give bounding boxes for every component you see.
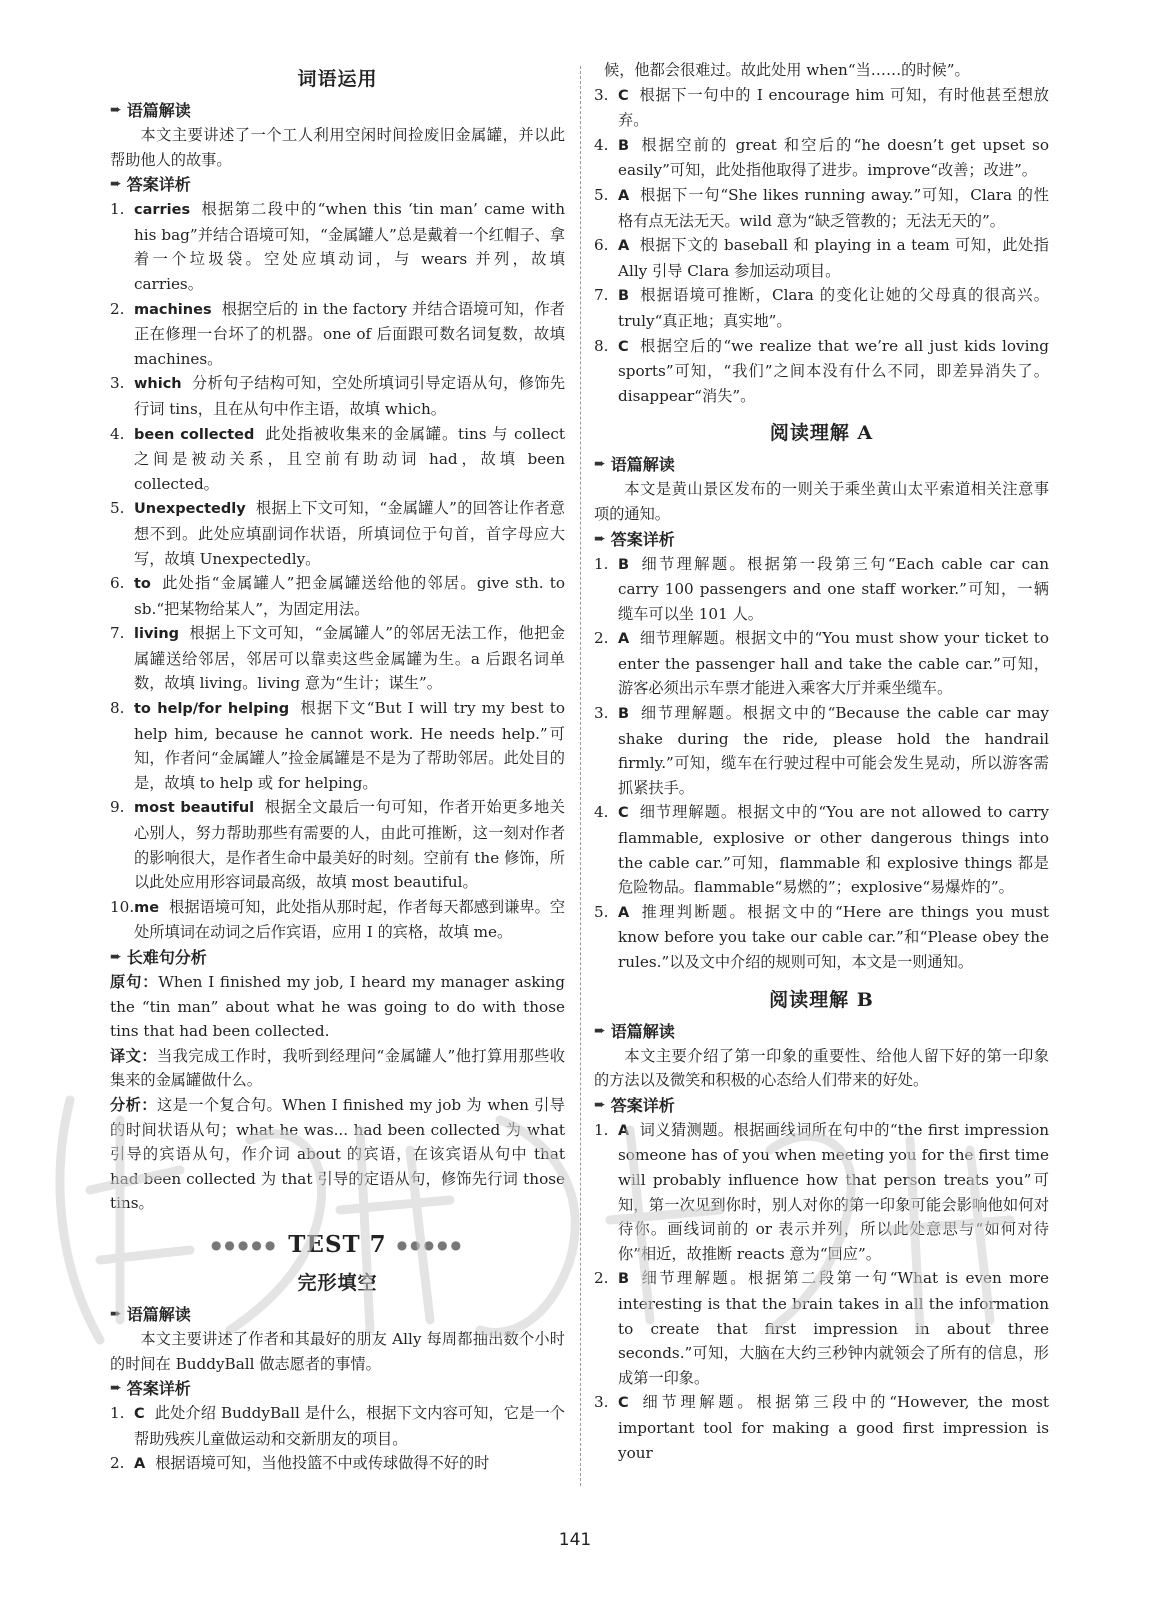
answer-item <box>110 1401 565 1451</box>
answer-key: C <box>618 1395 629 1412</box>
answer-explanation: 根据空后的“we realize that we’re all just kids loving sports”可知，“我们”之间本没有什么不同，即差异消失了。disappear“消失”。 <box>618 336 1049 405</box>
subhead-label: 长难句分析 <box>126 948 207 967</box>
answer-item <box>110 696 565 795</box>
subhead-label: 语篇解读 <box>126 1304 191 1324</box>
answer-key: A <box>618 1122 630 1139</box>
answer-item <box>110 197 565 296</box>
answer-explanation: 根据第二段中的“when this ‘tin man’ came with his bag”并结合语境可知，“金属罐人”总是戴着一个红帽子、拿着一个垃圾袋。空处应填动词，与 wears 并列，故填 carries。 <box>134 200 565 293</box>
answer-key: most beautiful <box>134 800 255 817</box>
item-number: 4. <box>110 424 125 443</box>
answer-explanation: 根据下一句中的 I encourage him 可知，有时他甚至想放弃。 <box>618 85 1049 130</box>
arrow-icon: ➨ <box>110 1305 122 1322</box>
item-number: 2. <box>110 299 125 318</box>
subhead-label: 语篇解读 <box>610 1021 675 1041</box>
answer-item <box>110 571 565 621</box>
section-title-word-usage: 词语运用 <box>297 68 378 90</box>
test-heading <box>110 1228 565 1262</box>
continued-text: 候，他都会很难过。故此处用 when“当……的时候”。 <box>604 61 970 79</box>
subhead-label: 答案详析 <box>610 529 675 549</box>
intro-paragraph: 本文主要讲述了作者和其最好的朋友 Ally 每周都抽出数个小时的时间在 BuddyBall 做志愿者的事情。 <box>110 1329 565 1373</box>
arrow-icon: ➨ <box>110 102 122 118</box>
arrow-icon: ➨ <box>594 1022 606 1039</box>
item-number: 4. <box>594 135 609 154</box>
subhead-answers <box>594 1093 1049 1118</box>
analysis <box>110 1093 565 1216</box>
section-title-reading-b: 阅读理解 B <box>769 988 874 1011</box>
item-number: 2. <box>110 1454 125 1473</box>
answer-explanation: 细节理解题。根据第二段第一句“What is even more interesting is that the brain takes in all the information to create that first impression in about three seconds.”可知，大脑在大约三秒钟内就领会了所有的信息，形成第一印象。 <box>618 1269 1049 1387</box>
item-number: 8. <box>110 699 125 718</box>
answer-key: to help/for helping <box>134 701 290 718</box>
answer-explanation: 根据空前的 great 和空后的“he doesn’t get upset so easily”可知，此处指他取得了进步。improve“改善；改进”。 <box>618 135 1049 180</box>
item-number: 7. <box>110 624 125 643</box>
answer-item <box>110 795 565 894</box>
answer-item <box>594 1118 1049 1267</box>
answer-item <box>594 1390 1049 1465</box>
answer-explanation: 根据空后的 in the factory 并结合语境可知，作者正在修理一台坏了的机器。one of 后面跟可数名词复数，故填 machines。 <box>134 299 565 368</box>
item-number: 10. <box>110 897 135 916</box>
answer-item <box>594 900 1049 975</box>
label-original: 原句： <box>110 973 159 991</box>
answer-explanation: 根据下文的 baseball 和 playing in a team 可知，此处指 Ally 引导 Clara 参加运动项目。 <box>618 236 1049 280</box>
subhead-reading <box>594 452 1049 477</box>
arrow-icon: ➨ <box>110 1380 122 1397</box>
answer-key: A <box>618 904 630 921</box>
answer-item <box>594 283 1049 333</box>
subhead-reading <box>110 1302 565 1327</box>
analysis-text: 这是一个复合句。When I finished my job 为 when 引导的时间状语从句；what he was... had been collected 为 what 引导的宾语从句，作介词 about 的宾语，在该宾语从句中 that had been collected 为 that 引导的定语从句，修饰先行词 those tins。 <box>110 1095 565 1213</box>
section-title-reading-a: 阅读理解 A <box>769 422 874 445</box>
answer-explanation: 根据全文最后一句可知，作者开始更多地关心别人，努力帮助那些有需要的人，由此可推断，这一刻对作者的影响很大，是作者生命中最美好的时刻。空前有 the 修饰，所以此处应用形容词最高级，故填 most beautiful。 <box>134 798 565 892</box>
page-number: 141 <box>558 1530 592 1550</box>
item-number: 1. <box>594 554 609 573</box>
answer-list <box>110 197 565 945</box>
answer-key: C <box>134 1406 145 1423</box>
answer-explanation: 推理判断题。根据文中的“Here are things you must know before you take our cable car.”和“Please obey the rules.”以及文中介绍的规则可知，本文是一则通知。 <box>618 902 1049 971</box>
intro-paragraph: 本文主要介绍了第一印象的重要性、给他人留下好的第一印象的方法以及微笑和积极的心态给人们带来的好处。 <box>594 1046 1049 1090</box>
answer-explanation: 根据上下文可知，“金属罐人”的邻居无法工作，他把金属罐送给邻居，邻居可以靠卖这些金属罐为生。a 后跟名词单数，故填 living。living 意为“生计；谋生”。 <box>134 624 565 693</box>
answer-explanation: 此处指“金属罐人”把金属罐送给他的邻居。give sth. to sb.“把某物给某人”，为固定用法。 <box>134 574 565 618</box>
subhead-long-sentence <box>110 945 565 970</box>
answer-explanation: 根据上下文可知，“金属罐人”的回答让作者意想不到。此处应填副词作状语，所填词位于句首，首字母应大写，故填 Unexpectedly。 <box>134 499 565 568</box>
answer-explanation: 此处指被收集来的金属罐。tins 与 collect 之间是被动关系，且空前有助动词 had，故填 been collected。 <box>134 424 565 493</box>
answer-key: been collected <box>134 426 255 443</box>
subhead-label: 答案详析 <box>610 1095 675 1115</box>
intro-paragraph: 本文主要讲述了一个工人利用空闲时间捡废旧金属罐，并以此帮助他人的故事。 <box>110 126 565 169</box>
dots-decoration: ●●●●● <box>210 1237 279 1252</box>
subhead-answers <box>594 527 1049 552</box>
translation <box>110 1044 565 1093</box>
answer-key: A <box>618 238 630 255</box>
subhead-reading <box>110 98 565 123</box>
answer-key: which <box>134 376 182 393</box>
subhead-label: 答案详析 <box>126 1379 191 1399</box>
test-title: TEST 7 <box>288 1230 387 1258</box>
answer-item <box>110 496 565 571</box>
item-number: 5. <box>110 499 125 518</box>
item-number: 8. <box>594 336 609 355</box>
subhead-answers <box>110 172 565 197</box>
answer-key: carries <box>134 202 191 219</box>
intro-paragraph: 本文是黄山景区发布的一则关于乘坐黄山太平索道相关注意事项的通知。 <box>594 480 1049 523</box>
answer-explanation: 此处介绍 BuddyBall 是什么，根据下文内容可知，它是一个帮助残疾儿童做运动和交新朋友的项目。 <box>134 1404 565 1448</box>
item-number: 7. <box>594 286 609 305</box>
answer-item <box>594 83 1049 133</box>
answer-key: me <box>134 899 160 916</box>
answer-item <box>594 626 1049 701</box>
answer-item <box>594 701 1049 800</box>
answer-explanation: 细节理解题。根据第一段第三句“Each cable car can carry 100 passengers and one staff worker.”可知，一辆缆车可以坐 101 人。 <box>618 554 1049 623</box>
answer-key: Unexpectedly <box>134 501 246 518</box>
item-number: 4. <box>594 803 609 822</box>
label-analysis: 分析： <box>110 1095 157 1114</box>
item-number: 3. <box>594 704 609 723</box>
answer-explanation: 根据下一句“She likes running away.”可知，Clara 的性格有点无法无天。wild 意为“缺乏管教的；无法无天的”。 <box>618 185 1049 230</box>
subhead-label: 答案详析 <box>126 175 191 195</box>
subhead-reading <box>594 1019 1049 1044</box>
answer-item <box>594 233 1049 283</box>
translation-text: 当我完成工作时，我听到经理问“金属罐人”他打算用那些收集来的金属罐做什么。 <box>110 1046 566 1090</box>
answer-key: B <box>618 706 630 723</box>
answer-key: C <box>618 805 629 822</box>
arrow-icon: ➨ <box>110 176 122 193</box>
right-column <box>594 58 1049 1465</box>
section-title-cloze: 完形填空 <box>297 1271 378 1294</box>
answer-explanation: 根据语境可推断，Clara 的变化让她的父母真的很高兴。truly“真正地；真实地”。 <box>618 286 1049 330</box>
answer-explanation: 分析句子结构可知，空处所填词引导定语从句，修饰先行词 tins，且在从句中作主语，故填 which。 <box>134 374 565 418</box>
answer-explanation: 细节理解题。根据文中的“Because the cable car may shake during the ride, please hold the handrail firmly.”可知，缆车在行驶过程中可能会发生晃动，所以游客需抓紧扶手。 <box>618 704 1049 797</box>
answer-explanation: 根据下文“But I will try my best to help him, because he cannot work. He needs help.”可知，作者问“金属罐人”捡金属罐是不是为了帮助邻居。此处目的是，故填 to help 或 for helping。 <box>134 699 565 792</box>
item-number: 6. <box>110 574 125 593</box>
answer-key: C <box>618 87 629 104</box>
label-translation: 译文： <box>110 1046 158 1065</box>
item-number: 2. <box>594 1269 609 1288</box>
item-number: 1. <box>594 1120 609 1139</box>
answer-item <box>110 621 565 696</box>
answer-item <box>110 371 565 421</box>
answer-item <box>594 552 1049 627</box>
answer-explanation: 细节理解题。根据文中的“You must show your ticket to enter the passenger hall and take the cable car.”可知，游客必须出示车票才能进入乘客大厅并乘坐缆车。 <box>618 629 1049 698</box>
answer-key: B <box>618 137 630 154</box>
original-text: When I finished my job, I heard my manager asking the “tin man” about what he was going to do with those tins that had been collected. <box>110 973 565 1041</box>
answer-explanation: 根据语境可知，此处指从那时起，作者每天都感到谦卑。空处所填词在动词之后作宾语，应用 I 的宾格，故填 me。 <box>134 897 565 942</box>
answer-item <box>594 183 1049 233</box>
original-sentence <box>110 970 565 1044</box>
item-number: 2. <box>594 629 609 648</box>
item-number: 3. <box>594 1393 609 1412</box>
answer-item <box>110 297 565 372</box>
answer-key: A <box>618 631 630 648</box>
answer-item <box>594 133 1049 183</box>
answer-key: living <box>134 626 180 643</box>
answer-key: B <box>618 556 630 573</box>
answer-key: C <box>618 338 629 355</box>
answer-explanation: 细节理解题。根据文中的“You are not allowed to carry flammable, explosive or other dangerous things into the cable car.”可知，flammable 和 explosive things 都是危险物品。flammable“易燃的”；explosive“易爆炸的”。 <box>618 803 1049 897</box>
arrow-icon: ➨ <box>594 530 606 547</box>
answer-key: A <box>618 187 630 204</box>
answer-explanation: 根据语境可知，当他投篮不中或传球做得不好的时 <box>155 1454 490 1473</box>
answer-key: to <box>134 576 151 593</box>
answer-key: machines <box>134 301 212 318</box>
answer-item <box>594 334 1049 409</box>
answer-item <box>110 895 565 945</box>
dots-decoration: ●●●●● <box>396 1237 465 1252</box>
item-number: 6. <box>594 236 609 255</box>
answer-explanation: 词义猜测题。根据画线词所在句中的“the first impression someone has of you when meeting you for the first time will probably influence how that person treats you”可知，第一次见到你时，别人对你的第一印象可能会影响他如何对待你。画线词前的 or 表示并列，所以此处意思与“如何对待你”相近，故推断 reacts 意为“回应”。 <box>618 1120 1049 1263</box>
item-number: 1. <box>110 200 125 219</box>
arrow-icon: ➨ <box>594 456 606 473</box>
column-divider <box>580 66 581 1486</box>
answer-key: B <box>618 288 630 305</box>
item-number: 5. <box>594 185 609 204</box>
arrow-icon: ➨ <box>594 1096 606 1113</box>
answer-key: A <box>134 1456 146 1473</box>
item-number: 3. <box>594 85 609 104</box>
answer-item <box>110 1451 565 1477</box>
item-number: 1. <box>110 1404 125 1423</box>
answer-explanation: 细节理解题。根据第三段中的“However, the most important tool for making a good first impression is your <box>618 1393 1049 1462</box>
answer-item <box>594 800 1049 899</box>
answer-item <box>110 422 565 497</box>
subhead-label: 语篇解读 <box>126 101 191 120</box>
subhead-answers <box>110 1376 565 1401</box>
answer-key: B <box>618 1271 630 1288</box>
item-number: 5. <box>594 902 609 921</box>
item-number: 9. <box>110 798 125 817</box>
item-number: 3. <box>110 374 125 393</box>
left-column <box>110 58 565 1477</box>
arrow-icon: ➨ <box>110 949 122 965</box>
subhead-label: 语篇解读 <box>610 455 675 475</box>
answer-item <box>594 1266 1049 1390</box>
